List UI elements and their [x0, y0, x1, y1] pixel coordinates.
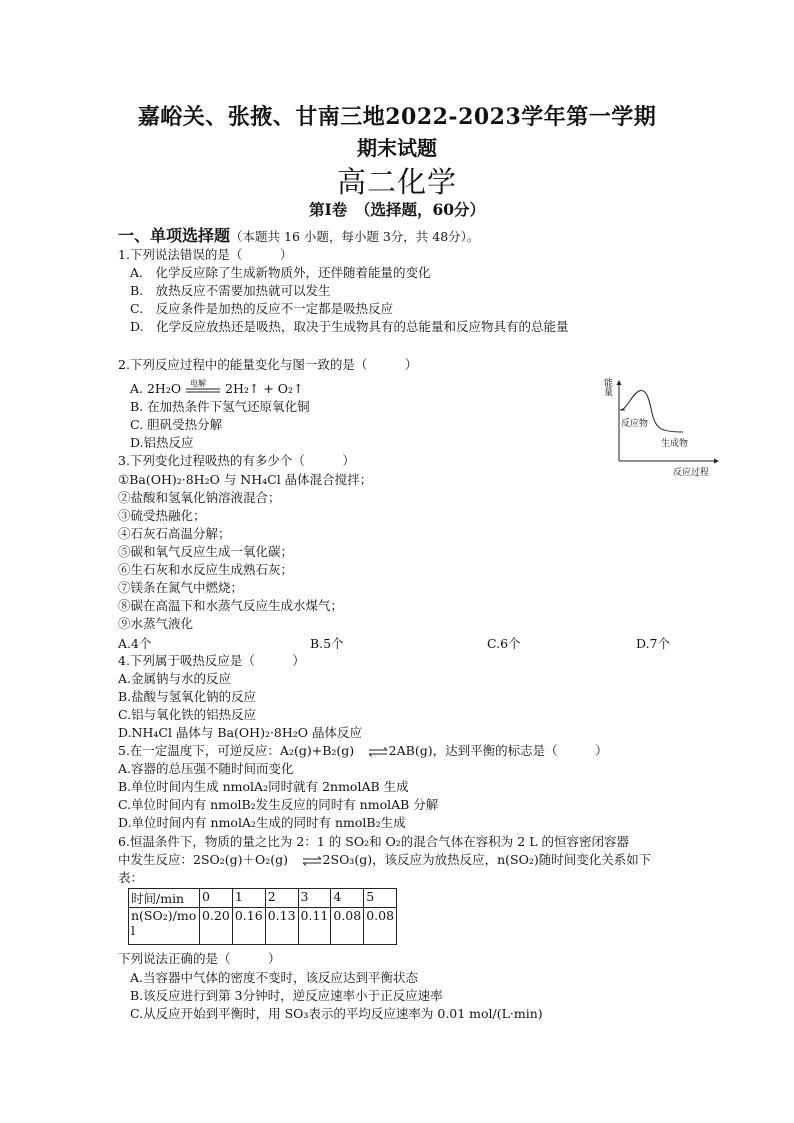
electrolysis-condition: 电解 — [190, 378, 207, 388]
q6-stem-line1: 6.恒温条件下，物质的量之比为 2：1 的 SO₂和 O₂的混合气体在容积为 2 L 的恒容密闭容器 — [118, 834, 629, 849]
equilibrium-arrow-icon — [301, 856, 323, 866]
product-label: 生成物 — [661, 439, 689, 449]
q3-stem: 3.下列变化过程吸热的有多少个（ ） — [118, 453, 355, 468]
table-cell: 0.20 — [200, 908, 233, 945]
q5-stem — [118, 742, 608, 759]
q1-option-a: A. 化学反应除了生成新物质外，还伴随着能量的变化 — [130, 265, 431, 280]
q5-option-c: C.单位时间内有 nmolB₂发生反应的同时有 nmolAB 分解 — [118, 797, 439, 812]
table-header-cell: 2 — [265, 889, 298, 908]
q3-item-2: ②盐酸和氢氧化钠溶液混合； — [118, 490, 281, 505]
q2-option-a — [130, 380, 304, 397]
exam-subtitle: 期末试题 — [357, 136, 437, 160]
q2-option-c: C. 胆矾受热分解 — [130, 417, 223, 432]
section-title: 一、单项选择题 — [118, 226, 231, 245]
q6-stem-line2-right: 2SO₃(g)，该反应为放热反应，n(SO₂)随时间变化关系如下 — [322, 852, 652, 867]
section-note: （本题共 16 小题，每小题 3分，共 48分）。 — [230, 229, 480, 244]
q3-option-a: A.4个 — [118, 636, 152, 651]
q3-item-1: ①Ba(OH)₂·8H₂O 与 NH₄Cl 晶体混合搅拌； — [118, 472, 373, 487]
table-cell: 0.13 — [265, 908, 298, 945]
double-line-icon — [185, 384, 221, 396]
q2-option-a-left: A. 2H₂O — [130, 381, 186, 396]
table-header-cell: 1 — [232, 889, 265, 908]
q3-item-6: ⑥生石灰和水反应生成熟石灰； — [118, 562, 294, 577]
q5-option-d: D.单位时间内有 nmolA₂生成的同时有 nmolB₂生成 — [118, 815, 406, 830]
q6-option-b: B.该反应进行到第 3分钟时，逆反应速率小于正反应速率 — [130, 988, 443, 1003]
table-header-cell: 3 — [298, 889, 331, 908]
electrolysis-arrow — [185, 378, 221, 396]
q3-option-c: C.6个 — [487, 636, 521, 651]
table-row — [129, 908, 397, 945]
q2-option-b: B. 在加热条件下氢气还原氧化铜 — [130, 399, 310, 414]
q6-option-c: C.从反应开始到平衡时，用 SO₃表示的平均反应速率为 0.01 mol/(L·min) — [130, 1006, 543, 1021]
table-header-cell: 5 — [364, 889, 397, 908]
q5-option-b: B.单位时间内生成 nmolA₂同时就有 2nmolAB 生成 — [118, 779, 409, 794]
q1-option-c: C. 反应条件是加热的反应不一定都是吸热反应 — [130, 301, 394, 316]
q3-option-d: D.7个 — [636, 636, 671, 651]
q6-question: 下列说法正确的是（ ） — [118, 951, 281, 966]
q2-stem: 2.下列反应过程中的能量变化与图一致的是（ ） — [118, 357, 418, 372]
q2-option-d: D.铝热反应 — [130, 435, 194, 450]
table-header-cell: 4 — [331, 889, 364, 908]
q4-stem: 4.下列属于吸热反应是（ ） — [118, 653, 305, 668]
q6-stem-line3: 表： — [118, 870, 144, 885]
table-cell: 0.11 — [298, 908, 331, 945]
reaction-axis-label: 反应过程 — [673, 468, 710, 478]
q1-option-d: D. 化学反应放热还是吸热，取决于生成物具有的总能量和反应物具有的总能量 — [130, 319, 569, 334]
q4-option-a: A.金属钠与水的反应 — [118, 671, 232, 686]
q5-option-a: A.容器的总压强不随时间而变化 — [118, 761, 294, 776]
q3-item-7: ⑦镁条在氮气中燃烧； — [118, 580, 244, 595]
exam-title: 嘉峪关、张掖、甘南三地2022-2023学年第一学期 — [137, 104, 657, 130]
section-heading — [118, 223, 479, 246]
q4-option-c: C.铝与氧化铁的铝热反应 — [118, 707, 257, 722]
q6-stem-line2-left: 中发生反应：2SO₂(g)＋O₂(g) — [118, 852, 301, 867]
q3-item-5: ⑤碳和氧气反应生成一氧化碳； — [118, 544, 294, 559]
table-row-label: n(SO₂)/mol — [129, 908, 200, 945]
table-cell: 0.08 — [364, 908, 397, 945]
reactant-label: 反应物 — [621, 419, 649, 429]
q3-item-3: ③硫受热融化； — [118, 508, 206, 523]
q5-stem-right: 2AB(g)，达到平衡的标志是（ ） — [388, 743, 608, 758]
volume-title: 第Ⅰ卷 （选择题，60分） — [308, 200, 486, 219]
q4-option-b: B.盐酸与氢氧化钠的反应 — [118, 689, 257, 704]
q6-option-a: A.当容器中气体的密度不变时，该反应达到平衡状态 — [130, 970, 419, 985]
table-cell: 0.08 — [331, 908, 364, 945]
q2-option-a-right: 2H₂↑ + O₂↑ — [225, 381, 304, 396]
energy-axis-label: 能量 — [604, 379, 614, 398]
equilibrium-arrow-icon — [367, 747, 389, 757]
table-row — [129, 889, 397, 908]
table-header-cell: 时间/min — [129, 889, 200, 908]
q1-option-b: B. 放热反应不需要加热就可以发生 — [130, 283, 331, 298]
q6-stem-line2 — [118, 851, 651, 868]
q4-option-d: D.NH₄Cl 晶体与 Ba(OH)₂·8H₂O 晶体反应 — [118, 725, 363, 740]
q5-stem-left: 5.在一定温度下，可逆反应：A₂(g)+B₂(g) — [118, 743, 367, 758]
q3-option-b: B.5个 — [310, 636, 344, 651]
table-cell: 0.16 — [232, 908, 265, 945]
energy-diagram — [603, 377, 723, 483]
q3-item-8: ⑧碳在高温下和水蒸气反应生成水煤气； — [118, 598, 344, 613]
table-header-cell: 0 — [200, 889, 233, 908]
q3-item-4: ④石灰石高温分解； — [118, 526, 231, 541]
so2-table — [128, 888, 397, 945]
subject-title: 高二化学 — [336, 165, 457, 199]
q1-stem: 1.下列说法错误的是（ ） — [118, 247, 293, 262]
q3-item-9: ⑨水蒸气液化 — [118, 616, 194, 631]
